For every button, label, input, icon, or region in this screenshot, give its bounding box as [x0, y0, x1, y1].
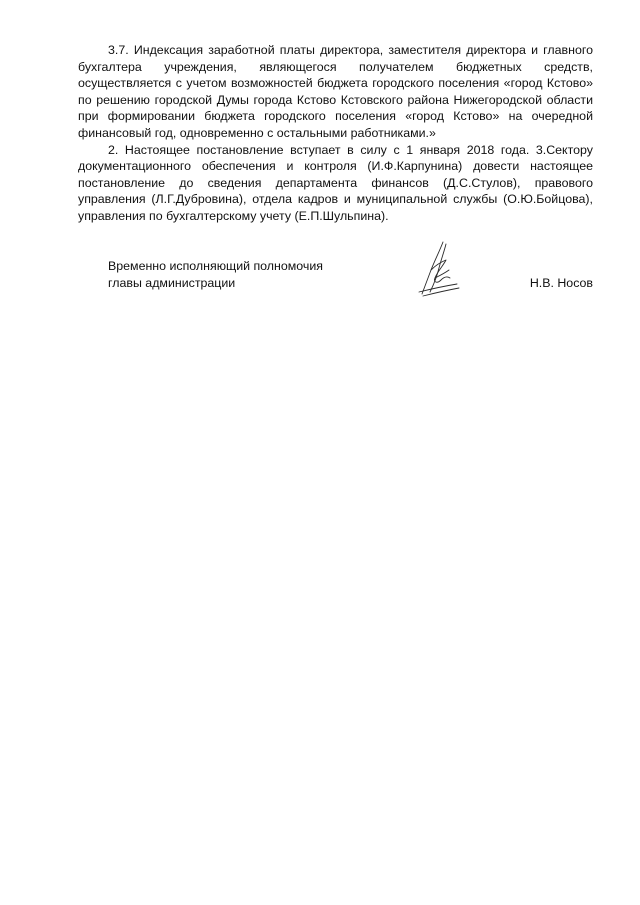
signatory-title	[108, 258, 368, 291]
paragraph-2: 2. Настоящее постановление вступает в силу с 1 января 2018 года. 3.Сектору документационного обеспечения и контроля (И.Ф.Карпунина) довести настоящее постановление до сведения департамента финансов (Д.С.Стулов), правового управления (Л.Г.Дубровина), отдела кадров и муниципальной службы (О.Ю.Бойцова), управления по бухгалтерскому учету (Е.П.Шульпина).	[78, 142, 593, 223]
signatory-title-line-1: Временно исполняющий полномочия	[108, 259, 323, 273]
signature-block	[108, 258, 593, 298]
signatory-title-line-2: главы администрации	[108, 275, 236, 290]
signatory-name: Н.В. Носов	[529, 275, 593, 290]
document-body	[78, 42, 593, 225]
handwritten-signature-icon	[413, 240, 463, 298]
paragraph-3-7: 3.7. Индексация заработной платы директора, заместителя директора и главного бухгалтера учреждения, являющегося получателем бюджетных средств, осуществляется с учетом возможностей бюджета городского поселения «город Кстово» по решению городской Думы города Кстово Кстовского района Нижегородской области при формировании бюджета городского поселения «город Кстово» на очередной финансовый год, одновременно с остальными работниками.»	[78, 43, 593, 140]
